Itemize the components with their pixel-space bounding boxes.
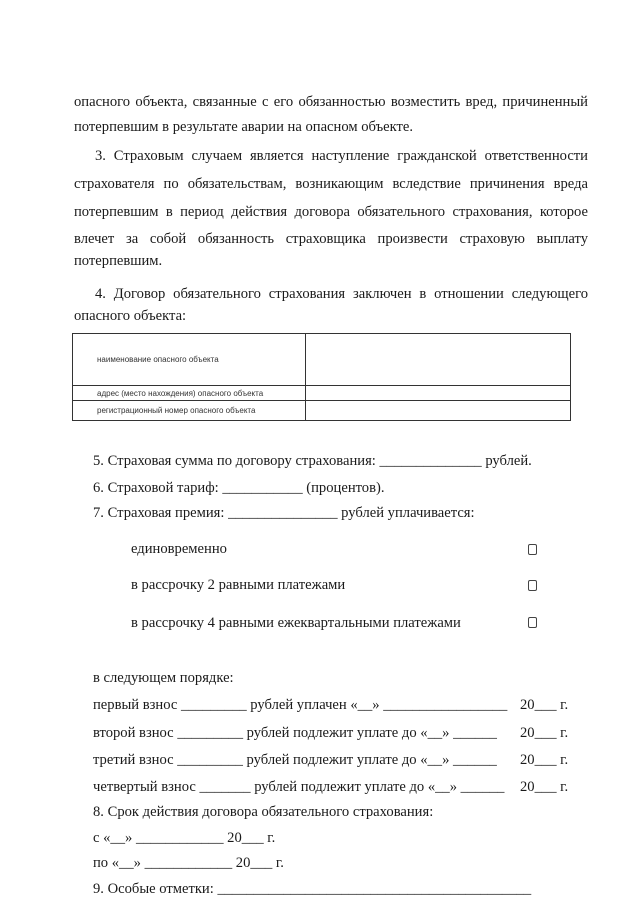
installment-second-year: 20___ г. [520, 725, 569, 741]
object-regnum-field[interactable] [306, 401, 571, 421]
insured-sum-line: 5. Страховая сумма по договору страхования: ______________ рублей. [93, 453, 532, 469]
installment-first-year: 20___ г. [520, 697, 569, 713]
payment-option-checkbox[interactable] [528, 580, 537, 591]
installment-third: третий взнос _________ рублей подлежит уплате до «__» ______ [93, 752, 497, 768]
payment-order-heading: в следующем порядке: [93, 670, 234, 686]
installment-first: первый взнос _________ рублей уплачен «__» _________________ [93, 697, 508, 713]
contract-term-from: с «__» ____________ 20___ г. [93, 830, 276, 846]
paragraph-line: потерпевшим в результате аварии на опасном объекте. [74, 119, 414, 135]
payment-option-checkbox[interactable] [528, 617, 537, 628]
payment-option-checkbox[interactable] [528, 544, 537, 555]
installment-third-year: 20___ г. [520, 752, 569, 768]
clause-3-line: влечет за собой обязанность страховщика произвести страховую выплату [74, 231, 588, 247]
object-name-label: наименование опасного объекта [73, 334, 306, 386]
object-regnum-label: регистрационный номер опасного объекта [73, 401, 306, 421]
payment-option-label: в рассрочку 4 равными ежеквартальными платежами [131, 615, 461, 631]
clause-4-line: опасного объекта: [74, 308, 187, 324]
clause-3-line: потерпевшим в период действия договора обязательного страхования, которое [74, 204, 588, 220]
insurance-premium-line: 7. Страховая премия: _______________ рублей уплачивается: [93, 505, 475, 521]
clause-3-line: страхователя по обязательствам, возникающим вследствие причинения вреда [74, 176, 588, 192]
paragraph-line: опасного объекта, связанные с его обязанностью возместить вред, причиненный [74, 94, 588, 110]
hazardous-object-table [72, 333, 571, 421]
contract-term-heading: 8. Срок действия договора обязательного страхования: [93, 804, 434, 820]
installment-fourth-year: 20___ г. [520, 779, 569, 795]
clause-4-line: 4. Договор обязательного страхования заключен в отношении следующего [95, 286, 588, 302]
object-name-field[interactable] [306, 334, 571, 386]
payment-option-label: в рассрочку 2 равными платежами [131, 577, 346, 593]
object-address-label: адрес (место нахождения) опасного объекта [73, 386, 306, 401]
object-address-field[interactable] [306, 386, 571, 401]
contract-term-to: по «__» ____________ 20___ г. [93, 855, 284, 871]
clause-3-line: 3. Страховым случаем является наступление гражданской ответственности [95, 148, 588, 164]
special-notes-line: 9. Особые отметки: ___________________________________________ [93, 881, 532, 897]
insurance-tariff-line: 6. Страховой тариф: ___________ (процентов). [93, 480, 385, 496]
installment-second: второй взнос _________ рублей подлежит уплате до «__» ______ [93, 725, 497, 741]
installment-fourth: четвертый взнос _______ рублей подлежит уплате до «__» ______ [93, 779, 505, 795]
clause-3-line: потерпевшим. [74, 253, 163, 269]
payment-option-label: единовременно [131, 541, 227, 557]
